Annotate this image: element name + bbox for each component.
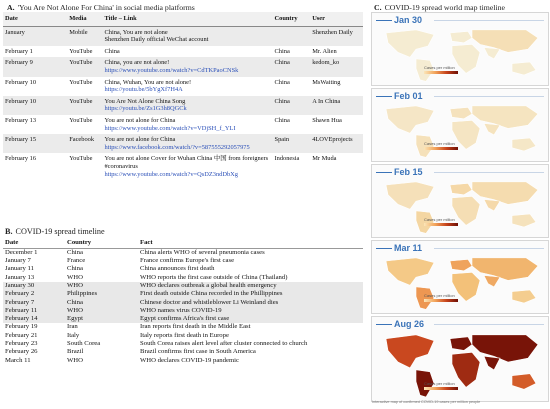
cell-user: Mr. Alien xyxy=(312,47,337,55)
cell-country: WHO xyxy=(67,356,83,364)
date-rule xyxy=(376,20,392,21)
world-map xyxy=(376,253,544,311)
table-row xyxy=(3,153,363,180)
date-rule xyxy=(434,248,544,249)
continent-europe xyxy=(450,183,472,194)
panel-c-title xyxy=(374,3,505,12)
cell-date: January 7 xyxy=(5,257,31,265)
legend-scale xyxy=(424,223,458,226)
date-rule xyxy=(434,172,544,173)
date-rule xyxy=(376,324,392,325)
legend-scale xyxy=(424,299,458,302)
continent-asia xyxy=(472,106,538,129)
table-row xyxy=(3,77,363,96)
cell-user: Mr Muda xyxy=(312,155,337,163)
map-legend xyxy=(424,217,458,226)
cell-date: February 11 xyxy=(3,306,65,314)
panel-a-title xyxy=(7,3,195,12)
panel-b-title xyxy=(5,227,105,236)
legend-label: Cases per million xyxy=(424,381,455,386)
cell-country: Indonesia xyxy=(274,155,300,163)
cell-media: Facebook xyxy=(67,134,102,153)
video-title: You are not alone Cover for Wuhan China 中国 from foreigners #coronavirus xyxy=(104,155,269,170)
continent-asia xyxy=(472,335,538,362)
panel-b xyxy=(3,226,363,409)
cell-title-link xyxy=(102,115,272,134)
cell-country: China xyxy=(274,116,290,124)
legend-label: Cases per million xyxy=(424,293,455,298)
date-rule xyxy=(376,96,392,97)
cell-country: Egypt xyxy=(65,315,138,323)
panel-a-label: A. xyxy=(7,3,15,12)
cell-user: 4LOVEprojects xyxy=(310,134,363,153)
cell-fact: China alerts WHO of several pneumonia cases xyxy=(140,248,265,256)
continent-europe xyxy=(450,31,472,42)
date-rule xyxy=(434,96,544,97)
cell-country: WHO xyxy=(65,306,138,314)
table-row xyxy=(3,265,363,273)
cell-date: February 10 xyxy=(5,78,37,86)
video-link[interactable]: https://www.facebook.com/watch/?v=587555292057975 xyxy=(104,143,250,151)
table-row xyxy=(3,298,363,306)
cell-date: February 16 xyxy=(5,155,37,163)
table-row xyxy=(3,331,363,339)
cell-media: YouTube xyxy=(67,96,102,115)
map-legend xyxy=(424,65,458,74)
table-row xyxy=(3,134,363,153)
cell-country: China xyxy=(273,96,311,115)
cell-date: February 9 xyxy=(3,57,67,76)
continent-north-america xyxy=(386,258,434,285)
cell-date: February 2 xyxy=(3,290,65,298)
video-link[interactable]: https://www.youtube.com/watch?v=VDjSH_f_YLI xyxy=(104,124,236,132)
world-map xyxy=(376,25,544,83)
cell-title-link xyxy=(102,57,272,76)
world-map-frame xyxy=(371,12,549,86)
continent-south-asia xyxy=(484,276,500,287)
cell-country: Spain xyxy=(273,134,311,153)
cell-fact: WHO names virus COVID-19 xyxy=(138,306,363,314)
cell-country: Philippines xyxy=(65,290,138,298)
continent-north-america xyxy=(386,182,434,209)
panel-a xyxy=(3,0,363,223)
date-rule xyxy=(376,172,392,173)
table-row xyxy=(3,96,363,115)
date-rule xyxy=(434,324,544,325)
cell-country: China xyxy=(274,78,290,86)
cell-title-link xyxy=(102,153,272,180)
cell-fact: Brazil confirms first case in South America xyxy=(140,348,256,356)
cell-title-link xyxy=(102,46,272,58)
map-date: Feb 15 xyxy=(394,167,423,177)
map-date: Jan 30 xyxy=(394,15,423,25)
date-rule xyxy=(376,248,392,249)
table-row xyxy=(3,348,363,356)
legend-label: Cases per million xyxy=(424,65,455,70)
world-map xyxy=(376,101,544,159)
cell-country: Brazil xyxy=(67,348,84,356)
cell-country: China xyxy=(274,47,290,55)
header-fact: Fact xyxy=(138,238,363,248)
video-link[interactable]: https://www.youtube.com/watch?v=CdTKPaoCNSk xyxy=(104,66,239,74)
cell-country: China xyxy=(273,57,311,76)
header-title-link: Title – Link xyxy=(102,12,272,26)
table-row xyxy=(3,273,363,281)
table-row xyxy=(3,290,363,298)
header-date: Date xyxy=(3,12,67,26)
map-legend xyxy=(424,293,458,302)
continent-north-america xyxy=(386,106,434,133)
video-title: China, you are not alone! xyxy=(104,59,170,67)
panel-b-title-text: COVID-19 spread timeline xyxy=(15,227,105,236)
cell-date: December 1 xyxy=(5,248,38,256)
table-row xyxy=(3,323,363,331)
map-date: Feb 01 xyxy=(394,91,423,101)
video-title: China xyxy=(104,47,120,55)
world-map xyxy=(376,329,544,399)
legend-scale xyxy=(424,147,458,150)
legend-label: Cases per million xyxy=(424,141,455,146)
cell-date: February 15 xyxy=(3,134,67,153)
video-title: You are not alone for China xyxy=(104,116,176,124)
cell-media: YouTube xyxy=(69,47,93,55)
legend-scale xyxy=(424,71,458,74)
continent-europe xyxy=(450,107,472,118)
table-row xyxy=(3,257,363,265)
cell-fact: Italy reports first death in Europe xyxy=(140,331,229,339)
continent-asia xyxy=(472,182,538,205)
cell-date: February 13 xyxy=(5,116,37,124)
cell-date: March 11 xyxy=(5,356,31,364)
cell-media: YouTube xyxy=(69,78,93,86)
table-row xyxy=(3,248,363,257)
cell-date: January 30 xyxy=(3,282,65,290)
video-title: You are not alone for China xyxy=(104,136,176,144)
video-link: Shenzhen Daily official WeChat account xyxy=(104,36,209,44)
cell-user: MsWaiting xyxy=(312,78,341,86)
world-map-frame xyxy=(371,88,549,162)
header-country: Country xyxy=(273,12,311,26)
cell-country: WHO xyxy=(65,282,138,290)
table-row xyxy=(3,115,363,134)
map-date: Mar 11 xyxy=(394,243,423,253)
world-map xyxy=(376,177,544,235)
cell-fact: WHO reports the first case outside of China (Thailand) xyxy=(140,273,288,281)
video-link[interactable]: https://www.youtube.com/watch?v=QsDZ3ndDbXg xyxy=(104,170,238,178)
continent-australia xyxy=(512,290,536,303)
cell-date: February 19 xyxy=(5,323,38,331)
cell-date: February 14 xyxy=(3,315,65,323)
header-date: Date xyxy=(3,238,65,248)
table-row xyxy=(3,356,363,364)
cell-date: January 11 xyxy=(5,265,34,273)
continent-australia xyxy=(512,374,536,390)
table-row xyxy=(3,315,363,323)
continent-south-asia xyxy=(484,124,500,135)
cell-fact: WHO declares outbreak a global health emergency xyxy=(138,282,363,290)
continent-asia xyxy=(472,258,538,281)
cell-user: A In China xyxy=(310,96,363,115)
cell-date: February 7 xyxy=(3,298,65,306)
cell-country xyxy=(273,26,311,46)
table-row xyxy=(3,340,363,348)
cell-country: France xyxy=(67,257,86,265)
date-rule xyxy=(434,20,544,21)
continent-south-asia xyxy=(484,200,500,211)
cell-fact: First death outside China recorded in the Phillippines xyxy=(138,290,363,298)
continent-north-america xyxy=(386,30,434,57)
cell-date: February 21 xyxy=(5,331,38,339)
cell-title-link xyxy=(102,77,272,96)
cell-date: February 1 xyxy=(5,47,33,55)
world-map-frame xyxy=(371,240,549,314)
continent-south-asia xyxy=(484,356,500,370)
video-title: You Are Not Alone China Song xyxy=(104,97,186,105)
cell-country: China xyxy=(67,248,83,256)
cell-fact: France confirms Europe's first case xyxy=(140,257,235,265)
cell-date: February 23 xyxy=(5,339,38,347)
cell-media: Mobile xyxy=(67,26,102,46)
cell-fact: South Corea raises alert level after cluster connected to church xyxy=(140,339,308,347)
legend-label: Cases per million xyxy=(424,217,455,222)
cell-user: kedom_ko xyxy=(310,57,363,76)
world-map-frame xyxy=(371,316,549,402)
map-legend xyxy=(424,141,458,150)
cell-fact: China announces first death xyxy=(140,265,215,273)
continent-australia xyxy=(512,62,536,75)
header-country: Country xyxy=(65,238,138,248)
cell-date: February 26 xyxy=(5,348,38,356)
table-row xyxy=(3,26,363,46)
cell-media: YouTube xyxy=(69,155,93,163)
continent-europe xyxy=(450,337,472,351)
cell-user: Shawn Hua xyxy=(312,116,342,124)
cell-date: January 13 xyxy=(5,273,35,281)
panel-a-title-text: 'You Are Not Alone For China' in social media platforms xyxy=(17,3,195,12)
panel-c xyxy=(368,0,550,409)
cell-country: WHO xyxy=(67,273,83,281)
continent-north-america xyxy=(386,335,434,368)
continent-asia xyxy=(472,30,538,53)
cell-country: Iran xyxy=(67,323,78,331)
continent-australia xyxy=(512,138,536,151)
continent-south-asia xyxy=(484,48,500,59)
table-row xyxy=(3,306,363,314)
cell-fact: Egypt confirms Africa's first case xyxy=(138,315,363,323)
header-user: User xyxy=(310,12,363,26)
map-caption: Interactive map of confirmed COVID-19 cases per million people xyxy=(372,400,481,404)
cell-title-link xyxy=(102,134,272,153)
timeline-table xyxy=(3,238,363,364)
video-link[interactable]: https://youtu.be/5bYgXf7H4A xyxy=(104,86,183,94)
table-row xyxy=(3,46,363,58)
continent-europe xyxy=(450,259,472,270)
world-map-frame xyxy=(371,164,549,238)
cell-media: YouTube xyxy=(67,57,102,76)
social-media-table xyxy=(3,12,363,180)
cell-country: South Corea xyxy=(67,339,101,347)
cell-date: January xyxy=(3,26,67,46)
header-media: Media xyxy=(67,12,102,26)
cell-country: China xyxy=(67,265,83,273)
cell-date: February 10 xyxy=(3,96,67,115)
video-title: China, You are not alone xyxy=(104,28,168,36)
video-link[interactable]: https://youtu.be/Zs1G3h8QGCk xyxy=(104,105,187,113)
cell-country: China xyxy=(65,298,138,306)
cell-media: YouTube xyxy=(69,116,93,124)
cell-country: Italy xyxy=(67,331,80,339)
panel-c-label: C. xyxy=(374,3,382,12)
panel-c-title-text: COVID-19 spread world map timeline xyxy=(384,3,505,12)
table-row xyxy=(3,57,363,76)
map-legend xyxy=(424,381,458,390)
cell-title-link xyxy=(102,96,272,115)
panel-b-label: B. xyxy=(5,227,13,236)
cell-user: Shenzhen Daily xyxy=(310,26,363,46)
cell-title-link xyxy=(102,26,272,46)
cell-fact: WHO declares COVID-19 pandemic xyxy=(140,356,239,364)
map-date: Aug 26 xyxy=(394,319,425,329)
cell-fact: Chinese doctor and whistleblower Li Weinland dies xyxy=(138,298,363,306)
continent-australia xyxy=(512,214,536,227)
video-title: China, Wuhan, You are not alone! xyxy=(104,78,192,86)
legend-scale xyxy=(424,387,458,390)
table-row xyxy=(3,282,363,290)
cell-fact: Iran reports first death in the Middle East xyxy=(140,323,251,331)
